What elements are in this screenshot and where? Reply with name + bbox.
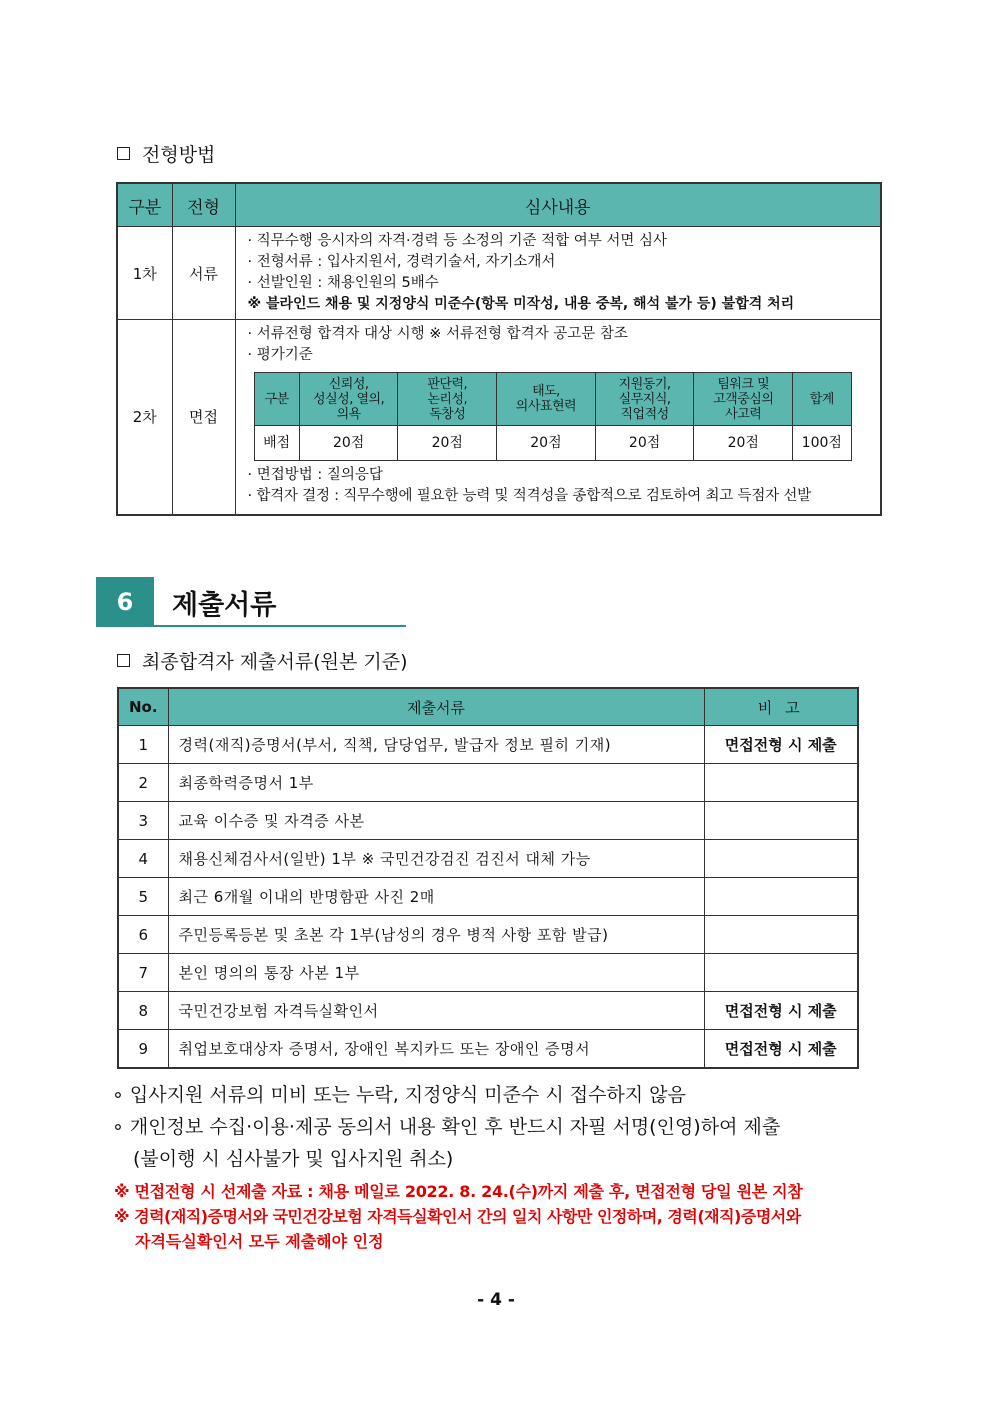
criteria-name: 판단력, 논리성, 독창성 [398, 373, 497, 426]
round1-stage: 1차 [117, 227, 172, 320]
section-number: 6 [96, 577, 154, 627]
criteria-header-row [254, 373, 851, 426]
documents-heading [117, 647, 408, 674]
row-number: 1 [118, 726, 168, 764]
table-row [118, 726, 858, 764]
col-header-remarks: 비 고 [704, 688, 858, 726]
documents-table [117, 687, 859, 1069]
bullet-item: ∘ 개인정보 수집·이용·제공 동의서 내용 확인 후 반드시 자필 서명(인영)하여 제출 [112, 1116, 781, 1138]
criteria-header-label: 구분 [254, 373, 299, 426]
col-header-document: 제출서류 [168, 688, 704, 726]
row-number: 5 [118, 878, 168, 916]
criteria-score: 20점 [497, 426, 596, 461]
row-remark [704, 802, 858, 840]
round2-line: · 합격자 결정 : 직무수행에 필요한 능력 및 적격성을 종합적으로 검토하여 최고 득점자 선발 [247, 488, 811, 504]
row-document: 교육 이수증 및 자격증 사본 [168, 802, 704, 840]
round2-stage: 2차 [117, 320, 172, 515]
row-document: 주민등록등본 및 초본 각 1부(남성의 경우 병적 사항 포함 발급) [168, 916, 704, 954]
table-row [118, 802, 858, 840]
row-number: 2 [118, 764, 168, 802]
checkbox-icon [117, 147, 130, 160]
col-header-content: 심사내용 [235, 183, 881, 227]
table-row [118, 954, 858, 992]
table-row [118, 1030, 858, 1069]
criteria-name: 지원동기, 실무지식, 직업적성 [595, 373, 694, 426]
criteria-score-row [254, 426, 851, 461]
criteria-name: 태도, 의사표현력 [497, 373, 596, 426]
screening-table-header [117, 183, 881, 227]
row-document: 경력(재직)증명서(부서, 직책, 담당업무, 발급자 정보 필히 기재) [168, 726, 704, 764]
col-header-no: No. [118, 688, 168, 726]
criteria-score: 20점 [398, 426, 497, 461]
round1-line: · 전형서류 : 입사지원서, 경력기술서, 자기소개서 [247, 254, 556, 270]
red-note: ※ 면접전형 시 선제출 자료 : 채용 메일로 2022. 8. 24.(수)까지 제출 후, 면접전형 당일 원본 지참 [114, 1182, 803, 1201]
round1-content [235, 227, 881, 320]
row-remark [704, 878, 858, 916]
criteria-table [254, 372, 852, 461]
row-document: 최종학력증명서 1부 [168, 764, 704, 802]
table-row [118, 840, 858, 878]
row-remark [704, 764, 858, 802]
round1-type: 서류 [172, 227, 235, 320]
bullet-item: ∘ 입사지원 서류의 미비 또는 누락, 지정양식 미준수 시 접수하지 않음 [112, 1084, 686, 1106]
round2-line: · 서류전형 합격자 대상 시행 ※ 서류전형 합격자 공고문 참조 [247, 326, 628, 342]
blind-hiring-notice: ※ 블라인드 채용 및 지정양식 미준수(항목 미작성, 내용 중복, 해석 불가 등) 불합격 처리 [247, 296, 795, 312]
row-remark [704, 954, 858, 992]
screening-heading [117, 140, 215, 167]
criteria-score: 20점 [694, 426, 793, 461]
round2-type: 면접 [172, 320, 235, 515]
documents-table-header [118, 688, 858, 726]
round1-line: · 직무수행 응시자의 자격·경력 등 소정의 기준 적합 여부 서면 심사 [247, 233, 667, 249]
section-6-header [96, 577, 276, 627]
row-number: 9 [118, 1030, 168, 1069]
criteria-total-label: 합계 [793, 373, 851, 426]
criteria-name: 팀워크 및 고객중심의 사고력 [694, 373, 793, 426]
criteria-name: 신뢰성, 성실성, 열의, 의욕 [299, 373, 398, 426]
checkbox-icon [117, 654, 130, 667]
section-underline [96, 625, 406, 627]
row-remark: 면접전형 시 제출 [704, 726, 858, 764]
round1-line: · 선발인원 : 채용인원의 5배수 [247, 275, 439, 291]
red-note-continuation: 자격득실확인서 모두 제출해야 인정 [135, 1232, 384, 1251]
row-document: 최근 6개월 이내의 반명함판 사진 2매 [168, 878, 704, 916]
row-document: 본인 명의의 통장 사본 1부 [168, 954, 704, 992]
table-row [118, 878, 858, 916]
row-number: 8 [118, 992, 168, 1030]
criteria-score-label: 배점 [254, 426, 299, 461]
row-number: 3 [118, 802, 168, 840]
round2-content [235, 320, 881, 515]
section-title: 제출서류 [172, 589, 277, 621]
red-note: ※ 경력(재직)증명서와 국민건강보험 자격득실확인서 간의 일치 사항만 인정하며, 경력(재직)증명서와 [114, 1207, 801, 1226]
row-number: 6 [118, 916, 168, 954]
bullet-item-continuation: (불이행 시 심사불가 및 입사지원 취소) [133, 1148, 454, 1170]
col-header-stage: 전형 [172, 183, 235, 227]
row-number: 4 [118, 840, 168, 878]
round2-line: · 면접방법 : 질의응답 [247, 467, 383, 483]
table-row [118, 992, 858, 1030]
documents-heading-text: 최종합격자 제출서류(원본 기준) [142, 651, 408, 673]
criteria-score: 20점 [299, 426, 398, 461]
row-remark [704, 840, 858, 878]
page-number: - 4 - [477, 1290, 515, 1310]
row-number: 7 [118, 954, 168, 992]
round2-line: · 평가기준 [247, 347, 313, 363]
criteria-score: 20점 [595, 426, 694, 461]
screening-heading-text: 전형방법 [142, 144, 216, 166]
round2-row [117, 320, 881, 515]
col-header-category: 구분 [117, 183, 172, 227]
row-remark [704, 916, 858, 954]
round1-row [117, 227, 881, 320]
row-remark: 면접전형 시 제출 [704, 992, 858, 1030]
table-row [118, 916, 858, 954]
screening-table [116, 182, 882, 516]
row-document: 취업보호대상자 증명서, 장애인 복지카드 또는 장애인 증명서 [168, 1030, 704, 1069]
criteria-total-score: 100점 [793, 426, 851, 461]
row-document: 채용신체검사서(일반) 1부 ※ 국민건강검진 검진서 대체 가능 [168, 840, 704, 878]
row-document: 국민건강보험 자격득실확인서 [168, 992, 704, 1030]
row-remark: 면접전형 시 제출 [704, 1030, 858, 1069]
table-row [118, 764, 858, 802]
